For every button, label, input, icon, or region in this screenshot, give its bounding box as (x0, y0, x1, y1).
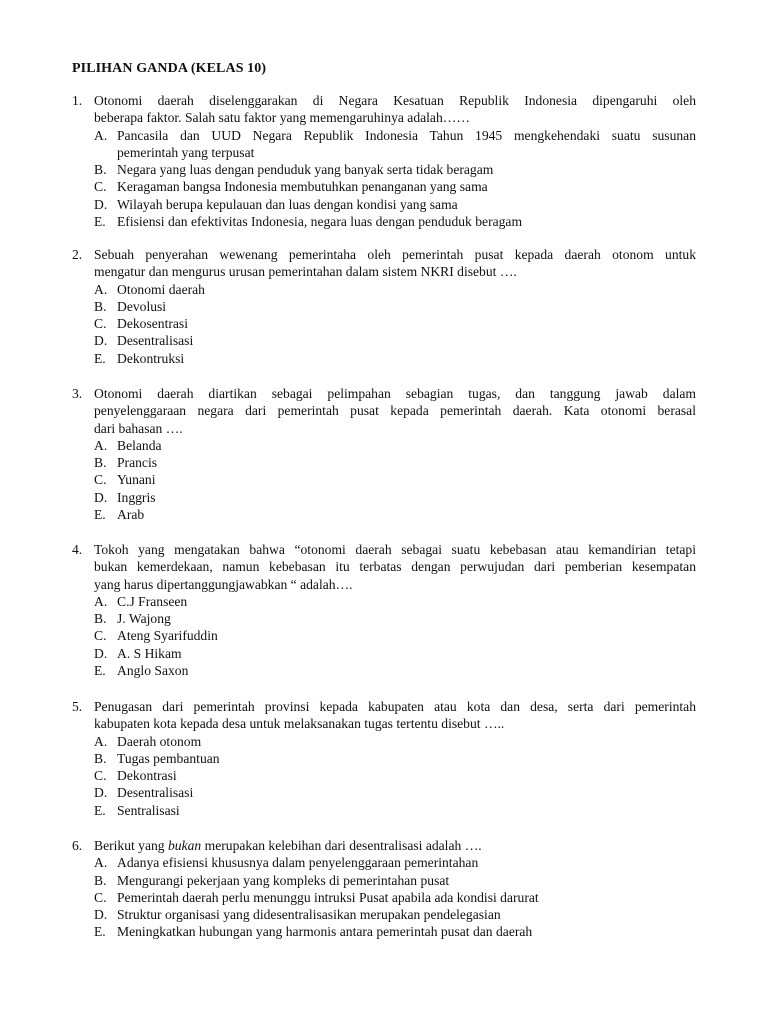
question-4 (72, 541, 696, 679)
option-line: C.J Franseen (117, 593, 188, 609)
option-letter: C. (94, 768, 107, 784)
option-b (94, 161, 696, 178)
option-letter: A. (94, 437, 108, 453)
option-line: Efisiensi dan efektivitas Indonesia, negara luas dengan penduduk beragam (117, 214, 523, 230)
option-a (94, 281, 696, 298)
question-line: Otonomi daerah diselenggarakan di Negara Kesatuan Republik Indonesia dipengaruhi oleh (94, 93, 696, 108)
option-list (94, 593, 696, 679)
option-line: Inggris (117, 489, 156, 505)
option-line: Tugas pembantuan (117, 750, 220, 766)
option-letter: D. (94, 645, 108, 661)
option-d (94, 645, 696, 662)
question-number: 5. (72, 699, 83, 714)
option-line: Wilayah berupa kepulauan dan luas dengan kondisi yang sama (117, 196, 458, 212)
option-e (94, 350, 696, 367)
option-e (94, 802, 696, 819)
option-letter: E. (94, 924, 106, 940)
question-line: dari bahasan …. (94, 420, 183, 436)
option-c (94, 315, 696, 332)
option-letter: E. (94, 663, 106, 679)
option-letter: B. (94, 611, 107, 627)
option-letter: D. (94, 907, 108, 923)
option-line: Prancis (117, 455, 158, 471)
question-text (94, 698, 696, 733)
option-letter: A. (94, 855, 108, 871)
option-letter: C. (94, 472, 107, 488)
question-number: 3. (72, 386, 83, 401)
option-e (94, 662, 696, 679)
question-number: 6. (72, 838, 83, 853)
option-b (94, 872, 696, 889)
option-e (94, 506, 696, 523)
option-a (94, 733, 696, 750)
option-list (94, 281, 696, 367)
question-line: beberapa faktor. Salah satu faktor yang memengaruhinya adalah…… (94, 110, 470, 126)
option-letter: B. (94, 162, 107, 178)
option-line: J. Wajong (117, 611, 171, 627)
option-line: Desentralisasi (117, 785, 194, 801)
option-line: Adanya efisiensi khususnya dalam penyelenggaraan pemerintahan (117, 855, 479, 871)
option-line: Anglo Saxon (117, 663, 189, 679)
option-letter: B. (94, 298, 107, 314)
page-title: PILIHAN GANDA (KELAS 10) (72, 61, 267, 76)
option-line: Ateng Syarifuddin (117, 628, 218, 644)
option-e (94, 923, 696, 940)
question-3 (72, 385, 696, 523)
option-d (94, 784, 696, 801)
option-letter: B. (94, 872, 107, 888)
question-line: mengatur dan mengurus urusan pemerintahan dalam sistem NKRI disebut …. (94, 264, 517, 280)
option-line: Keragaman bangsa Indonesia membutuhkan penanganan yang sama (117, 179, 488, 195)
question-text (94, 385, 696, 437)
option-letter: D. (94, 333, 108, 349)
option-line: Meningkatkan hubungan yang harmonis antara pemerintah pusat dan daerah (117, 924, 533, 940)
question-line: Sebuah penyerahan wewenang pemerintaha oleh pemerintah pusat kepada daerah otonom untuk (94, 247, 696, 262)
question-line: Tokoh yang mengatakan bahwa “otonomi daerah sebagai suatu kebebasan atau kemandirian tetapi (94, 542, 696, 557)
option-letter: E. (94, 507, 106, 523)
option-letter: A. (94, 127, 108, 143)
option-c (94, 767, 696, 784)
option-letter: D. (94, 785, 108, 801)
option-letter: D. (94, 196, 108, 212)
option-letter: A. (94, 733, 108, 749)
option-list (94, 437, 696, 523)
question-text (94, 837, 696, 854)
option-line: Dekontrasi (117, 768, 177, 784)
option-d (94, 906, 696, 923)
question-text (94, 92, 696, 127)
option-letter: B. (94, 750, 107, 766)
option-line: Negara yang luas dengan penduduk yang banyak serta tidak beragam (117, 162, 494, 178)
question-line: penyelenggaraan negara dari pemerintah pusat kepada pemerintah daerah. Kata otonomi berasal (94, 403, 696, 419)
option-line: Struktur organisasi yang didesentralisasikan merupakan pendelegasian (117, 907, 501, 923)
option-a (94, 437, 696, 454)
question-line: yang harus dipertanggungjawabkan “ adalah…. (94, 576, 353, 592)
option-a (94, 593, 696, 610)
option-c (94, 889, 696, 906)
option-line: Belanda (117, 437, 162, 453)
question-line: Otonomi daerah diartikan sebagai pelimpahan sebagian tugas, dan tanggung jawab dalam (94, 386, 696, 401)
option-d (94, 489, 696, 506)
option-text (117, 127, 696, 162)
question-line: Berikut yang bukan merupakan kelebihan dari desentralisasi adalah …. (94, 838, 482, 853)
question-text (94, 541, 696, 593)
option-line: A. S Hikam (117, 645, 182, 661)
question-2 (72, 246, 696, 367)
emphasis-text: bukan (168, 838, 202, 853)
option-line: Dekontruksi (117, 350, 185, 366)
option-a (94, 854, 696, 871)
option-list (94, 733, 696, 819)
option-letter: B. (94, 455, 107, 471)
question-line: Penugasan dari pemerintah provinsi kepada kabupaten atau kota dan desa, serta dari pemerintah (94, 699, 696, 714)
option-line: Mengurangi pekerjaan yang kompleks di pemerintahan pusat (117, 872, 450, 888)
question-1 (72, 92, 696, 230)
option-line: Pancasila dan UUD Negara Republik Indonesia Tahun 1945 mengkehendaki suatu susunan (117, 127, 696, 143)
option-b (94, 750, 696, 767)
question-number: 1. (72, 93, 83, 108)
question-6 (72, 837, 696, 941)
option-line: Daerah otonom (117, 733, 202, 749)
option-letter: E. (94, 350, 106, 366)
option-list (94, 854, 696, 940)
option-line: pemerintah yang terpusat (117, 144, 255, 160)
option-b (94, 298, 696, 315)
option-a (94, 127, 696, 162)
option-b (94, 610, 696, 627)
option-line: Sentralisasi (117, 802, 180, 818)
option-line: Devolusi (117, 298, 167, 314)
option-letter: A. (94, 281, 108, 297)
option-line: Dekosentrasi (117, 316, 188, 332)
option-letter: E. (94, 802, 106, 818)
question-number: 4. (72, 542, 83, 557)
option-c (94, 471, 696, 488)
option-letter: C. (94, 628, 107, 644)
option-c (94, 178, 696, 195)
option-line: Yunani (117, 472, 156, 488)
option-d (94, 332, 696, 349)
option-c (94, 627, 696, 644)
option-letter: C. (94, 316, 107, 332)
option-d (94, 196, 696, 213)
option-e (94, 213, 696, 230)
option-line: Desentralisasi (117, 333, 194, 349)
option-line: Arab (117, 507, 145, 523)
question-line: kabupaten kota kepada desa untuk melaksanakan tugas tertentu disebut ….. (94, 716, 505, 732)
option-list (94, 127, 696, 231)
option-letter: C. (94, 889, 107, 905)
option-letter: C. (94, 179, 107, 195)
option-letter: D. (94, 489, 108, 505)
question-5 (72, 698, 696, 819)
option-letter: E. (94, 214, 106, 230)
option-line: Otonomi daerah (117, 281, 205, 297)
option-b (94, 454, 696, 471)
question-text (94, 246, 696, 281)
question-number: 2. (72, 247, 83, 262)
option-line: Pemerintah daerah perlu menunggu intruksi Pusat apabila ada kondisi darurat (117, 889, 539, 905)
option-letter: A. (94, 593, 108, 609)
question-line: bukan kemerdekaan, namun kebebasan itu terbatas dengan perwujudan dari pemberian kesempatan (94, 559, 696, 575)
